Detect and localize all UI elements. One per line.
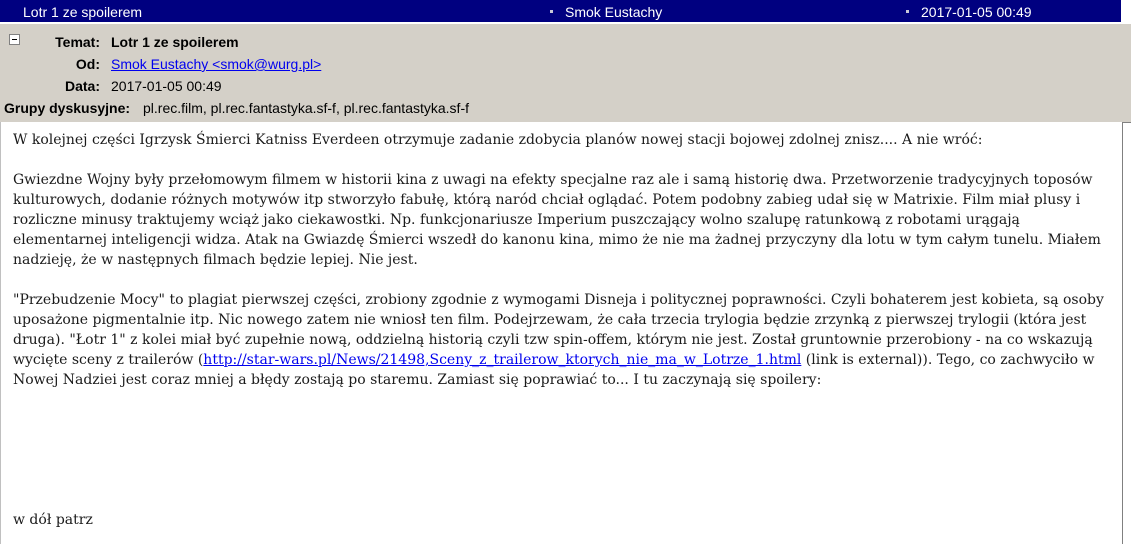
- body-paragraph-1: W kolejnej części Igrzysk Śmierci Katniss Everdeen otrzymuje zadanie zdobycia planów nowej stacji bojowej zdolnej znisz.... A nie wróć:: [13, 132, 983, 148]
- bullet-icon: [550, 10, 553, 13]
- subject-label: Temat:: [55, 34, 100, 50]
- bullet-icon: [906, 10, 909, 13]
- collapse-toggle-icon[interactable]: [9, 34, 20, 45]
- groups-value: pl.rec.film, pl.rec.fantastyka.sf-f, pl.rec.fantastyka.sf-f: [143, 100, 469, 116]
- body-paragraph-3-text: "Przebudzenie Mocy" to plagiat pierwszej części, zrobiony zgodnie z wymogami Disneja i politycznej poprawności. Czyli bohaterem jest kobieta, są osoby uposażone pigmentalnie itp. Nic nowego zatem nie wniosł ten film. Podejrzewam, że cała trzecia trylogia będzie zrzynką z pierwszej trylogii (która jest druga). "Łotr 1" z kolei miał być zupełnie nową, oddzielną historią czyli tzw spin-offem, którym nie jest. Został gruntownie przerobiony - na co wskazują wycięte sceny z trailerów (: [13, 292, 1104, 368]
- body-paragraph-2: Gwiezdne Wojny były przełomowym filmem w historii kina z uwagi na efekty specjalne raz ale i samą historię dwa. Przetworzenie tradycyjnych toposów kulturowych, dodanie różnych motywów itp stworzyło fabułę, którą naród chciał oglądać. Potem podobny zabieg udał się w Matrixie. Film miał plusy i rozliczne minusy traktujemy wciąż jako ciekawostki. Np. funkcjonariusze Imperium puszczający wolno szalupę ratunkową z robotami urągają elementarnej inteligencji widza. Atak na Gwiazdę Śmierci wszedł do kanonu kina, mimo że nie ma żadnej przyczyny dla lotu w tym całym tunelu. Miałem nadzieję, że w następnych filmach będzie lepiej. Nie jest.: [13, 172, 1101, 268]
- from-value: [111, 56, 321, 72]
- body-paragraph-3: [13, 290, 1118, 390]
- groups-label: Grupy dyskusyjne:: [4, 100, 131, 116]
- from-label: Od:: [75, 56, 100, 72]
- message-header-panel: [0, 23, 1131, 123]
- from-email-link[interactable]: Smok Eustachy <smok@wurg.pl>: [111, 56, 322, 72]
- selected-message-row[interactable]: [0, 0, 1121, 22]
- message-body: [0, 122, 1123, 544]
- message-row-date: 2017-01-05 00:49: [921, 4, 1032, 20]
- body-paragraph-3-tail: (link is external)). Tego, co zachwyciło w Nowej Nadziei jest coraz mniej a błędy zostają po staremu. Zamiast się poprawiać to... I tu zaczynają się spoilery:: [13, 352, 1095, 388]
- message-row-subject: Lotr 1 ze spoilerem: [23, 4, 143, 20]
- body-paragraph-4: w dół patrz: [13, 512, 93, 528]
- trailer-link[interactable]: http://star-wars.pl/News/21498,Sceny_z_trailerow_ktorych_nie_ma_w_Lotrze_1.html: [203, 352, 802, 368]
- date-value: 2017-01-05 00:49: [111, 78, 222, 94]
- date-label: Data:: [64, 78, 100, 94]
- message-row-author: Smok Eustachy: [565, 4, 663, 20]
- subject-value: Lotr 1 ze spoilerem: [111, 34, 239, 50]
